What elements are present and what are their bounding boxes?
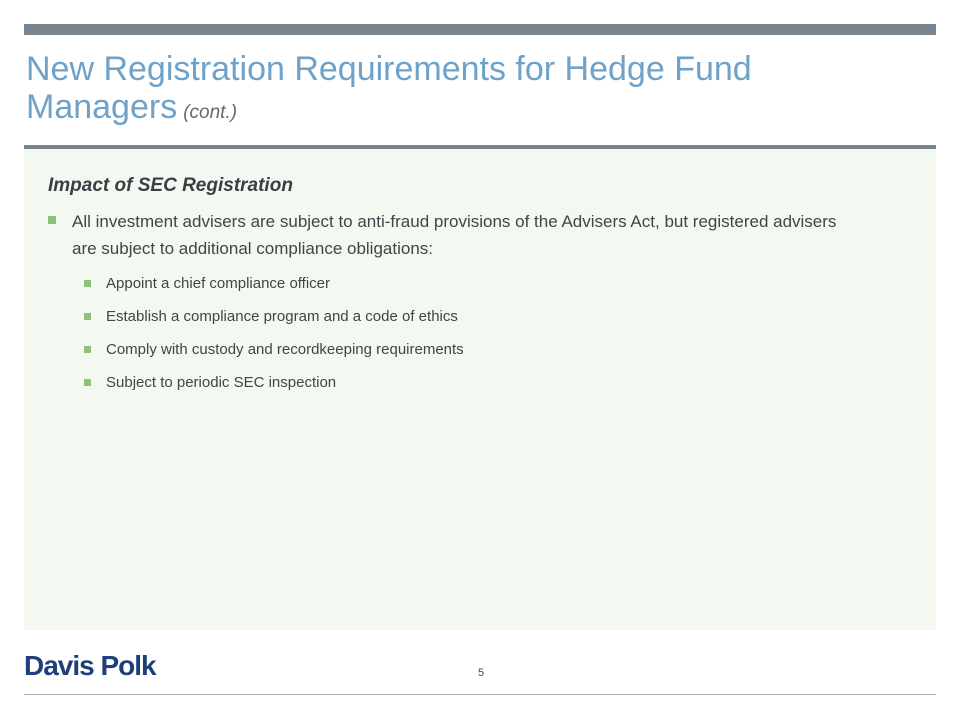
sub-bullet-item xyxy=(84,338,784,371)
square-bullet-icon xyxy=(84,346,91,353)
sub-bullet-list xyxy=(84,272,784,404)
square-bullet-icon xyxy=(84,280,91,287)
sub-bullet-item xyxy=(84,272,784,305)
slide-title xyxy=(26,50,926,132)
square-bullet-icon xyxy=(84,379,91,386)
slide-title-main: New Registration Requirements for Hedge Fund Managers xyxy=(26,50,752,126)
sub-bullet-text: Comply with custody and recordkeeping requirements xyxy=(106,341,464,358)
sub-bullet-text: Establish a compliance program and a code of ethics xyxy=(106,308,458,325)
sub-bullet-item xyxy=(84,371,784,404)
main-bullet-text: All investment advisers are subject to anti-fraud provisions of the Advisers Act, but registered advisers are subject to additional compliance obligations: xyxy=(72,212,837,258)
main-bullet xyxy=(48,208,848,262)
page-number: 5 xyxy=(478,667,485,679)
square-bullet-icon xyxy=(48,216,56,224)
slide-title-cont: (cont.) xyxy=(183,102,238,123)
square-bullet-icon xyxy=(84,313,91,320)
footer-divider xyxy=(24,694,936,695)
sub-bullet-text: Subject to periodic SEC inspection xyxy=(106,374,337,391)
top-decorative-bar xyxy=(24,24,936,35)
sub-bullet-text: Appoint a chief compliance officer xyxy=(106,275,331,292)
davis-polk-logo: Davis Polk xyxy=(24,650,156,681)
sub-bullet-item xyxy=(84,305,784,338)
section-heading: Impact of SEC Registration xyxy=(48,175,293,196)
